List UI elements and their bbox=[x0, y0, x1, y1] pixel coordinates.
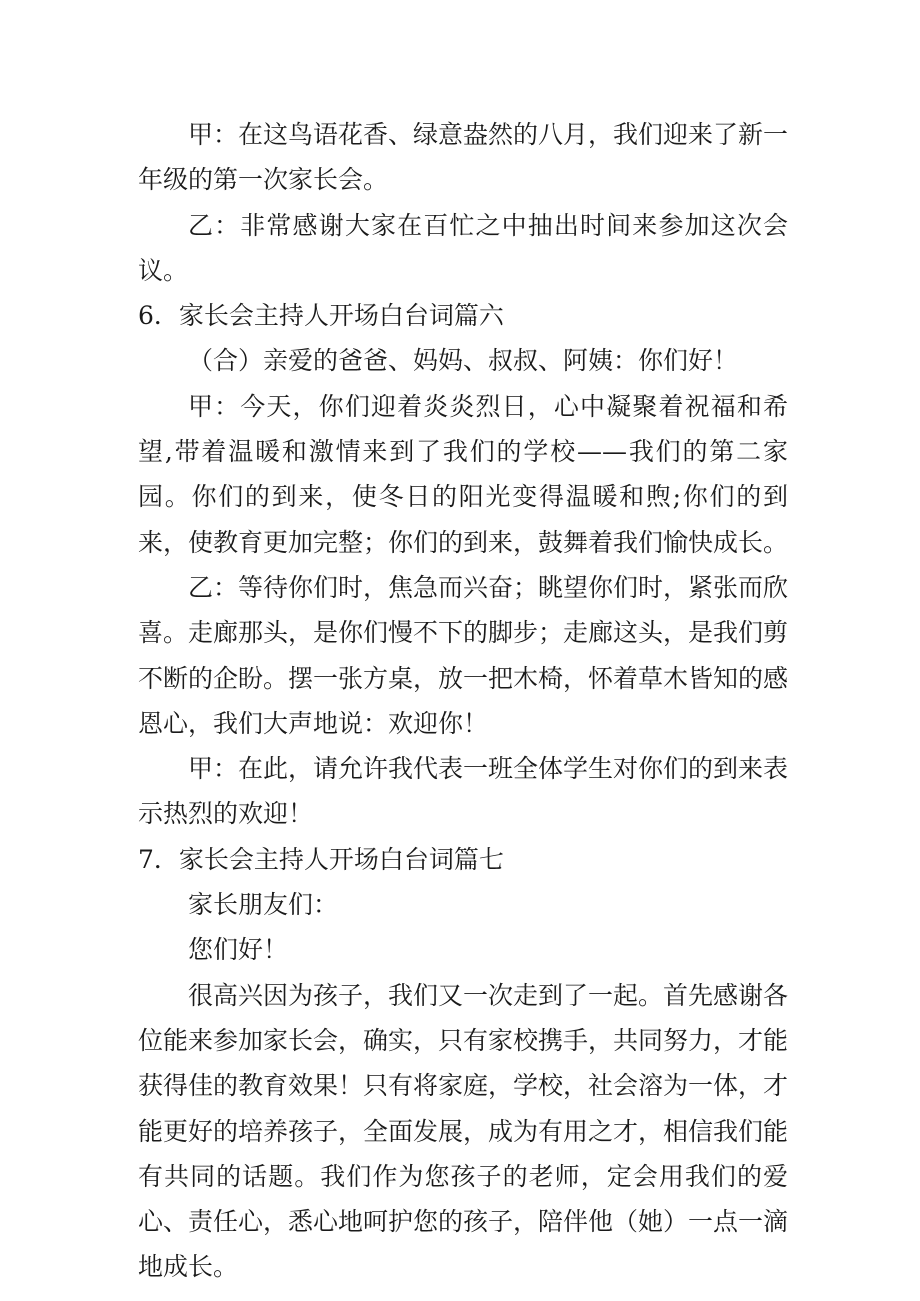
dialogue-paragraph: 甲：今天，你们迎着炎炎烈日，心中凝聚着祝福和希望,带着温暖和激情来到了我们的学校——我们的第二家园。你们的到来，使冬日的阳光变得温暖和煦;你们的到来，使教育更加完整；你们的到来，鼓舞着我们愉快成长。 bbox=[138, 391, 789, 557]
dialogue-paragraph: 乙：等待你们时，焦急而兴奋；眺望你们时，紧张而欣喜。走廊那头，是你们慢不下的脚步；走廊这头，是我们剪不断的企盼。摆一张方桌，放一把木椅，怀着草木皆知的感恩心，我们大声地说：欢迎你！ bbox=[138, 572, 789, 738]
dialogue-paragraph: 甲：在这鸟语花香、绿意盎然的八月，我们迎来了新一年级的第一次家长会。 bbox=[138, 120, 789, 195]
dialogue-paragraph: 甲：在此，请允许我代表一班全体学生对你们的到来表示热烈的欢迎！ bbox=[138, 754, 789, 829]
section-heading: 6．家长会主持人开场白台词篇六 bbox=[138, 301, 504, 331]
body-paragraph: 很高兴因为孩子，我们又一次走到了一起。首先感谢各位能来参加家长会，确实，只有家校携手，共同努力，才能获得佳的教育效果！只有将家庭，学校，社会溶为一体，才能更好的培养孩子，全面发展，成为有用之才，相信我们能有共同的话题。我们作为您孩子的老师，定会用我们的爱心、责任心，悉心地呵护您的孩子，陪伴他（她）一点一滴地成长。 bbox=[138, 980, 789, 1282]
salutation: 家长朋友们： bbox=[188, 890, 339, 920]
document-body bbox=[138, 112, 788, 1290]
dialogue-paragraph: 乙：非常感谢大家在百忙之中抽出时间来参加这次会议。 bbox=[138, 210, 788, 285]
greeting: 您们好！ bbox=[188, 935, 289, 965]
section-heading: 7．家长会主持人开场白台词篇七 bbox=[138, 844, 504, 874]
dialogue-paragraph: （合）亲爱的爸爸、妈妈、叔叔、阿姨：你们好！ bbox=[188, 346, 739, 376]
